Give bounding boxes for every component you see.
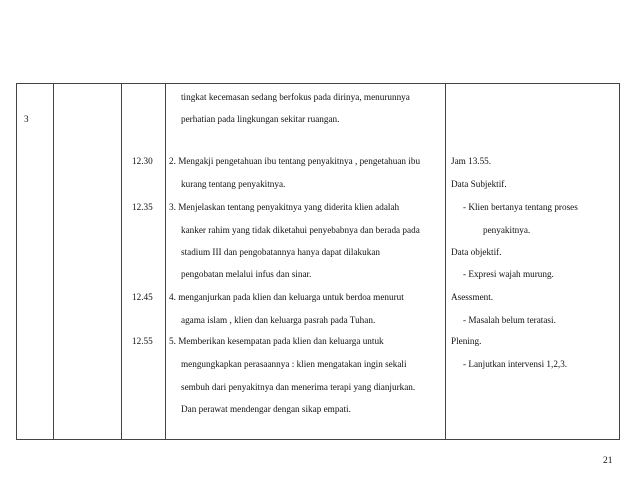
implementation-line: kurang tentang penyakitnya. (181, 179, 286, 189)
evaluation-line: - Expresi wajah murung. (463, 269, 554, 279)
implementation-line: 3. Menjelaskan tentang penyakitnya yang diderita klien adalah (169, 202, 400, 212)
column-divider (165, 84, 166, 439)
time-cell: 12.35 (132, 202, 153, 212)
page-number: 21 (603, 456, 613, 466)
evaluation-line: penyakitnya. (483, 225, 531, 235)
implementation-line: stadium III dan pengobatannya hanya dapat dilakukan (181, 247, 380, 257)
implementation-line: 4. menganjurkan pada klien dan keluarga untuk berdoa menurut (169, 292, 404, 302)
column-divider (53, 84, 54, 439)
implementation-line: mengungkapkan perasaannya : klien mengatakan ingin sekali (181, 359, 407, 369)
evaluation-line: Plening. (451, 336, 482, 346)
evaluation-line: Asessment. (451, 292, 494, 302)
evaluation-line: Data Subjektif. (451, 179, 507, 189)
column-divider (121, 84, 122, 439)
evaluation-line: Jam 13.55. (451, 156, 492, 166)
time-cell: 12.30 (132, 156, 153, 166)
column-divider (445, 84, 446, 439)
implementation-line: 2. Mengakji pengetahuan ibu tentang penyakitnya , pengetahuan ibu (169, 156, 421, 166)
implementation-line: Dan perawat mendengar dengan sikap empati. (181, 404, 351, 414)
implementation-line: tingkat kecemasan sedang berfokus pada dirinya, menurunnya (181, 92, 410, 102)
time-cell: 12.45 (132, 292, 153, 302)
implementation-line: kanker rahim yang tidak diketahui penyebabnya dan berada pada (181, 225, 420, 235)
implementation-line: agama islam , klien dan keluarga pasrah pada Tuhan. (181, 315, 376, 325)
implementation-line: pengobatan melalui infus dan sinar. (181, 269, 312, 279)
time-cell: 12.55 (132, 336, 153, 346)
evaluation-line: - Klien bertanya tentang proses (463, 202, 578, 212)
evaluation-line: - Masalah belum teratasi. (463, 315, 556, 325)
implementation-line: 5. Memberikan kesempatan pada klien dan keluarga untuk (169, 336, 384, 346)
evaluation-line: Data objektif. (451, 247, 502, 257)
implementation-line: sembuh dari penyakitnya dan menerima terapi yang dianjurkan. (181, 382, 416, 392)
row-number: 3 (24, 114, 29, 124)
implementation-line: perhatian pada lingkungan sekitar ruangan. (181, 114, 340, 124)
evaluation-line: - Lanjutkan intervensi 1,2,3. (463, 359, 568, 369)
